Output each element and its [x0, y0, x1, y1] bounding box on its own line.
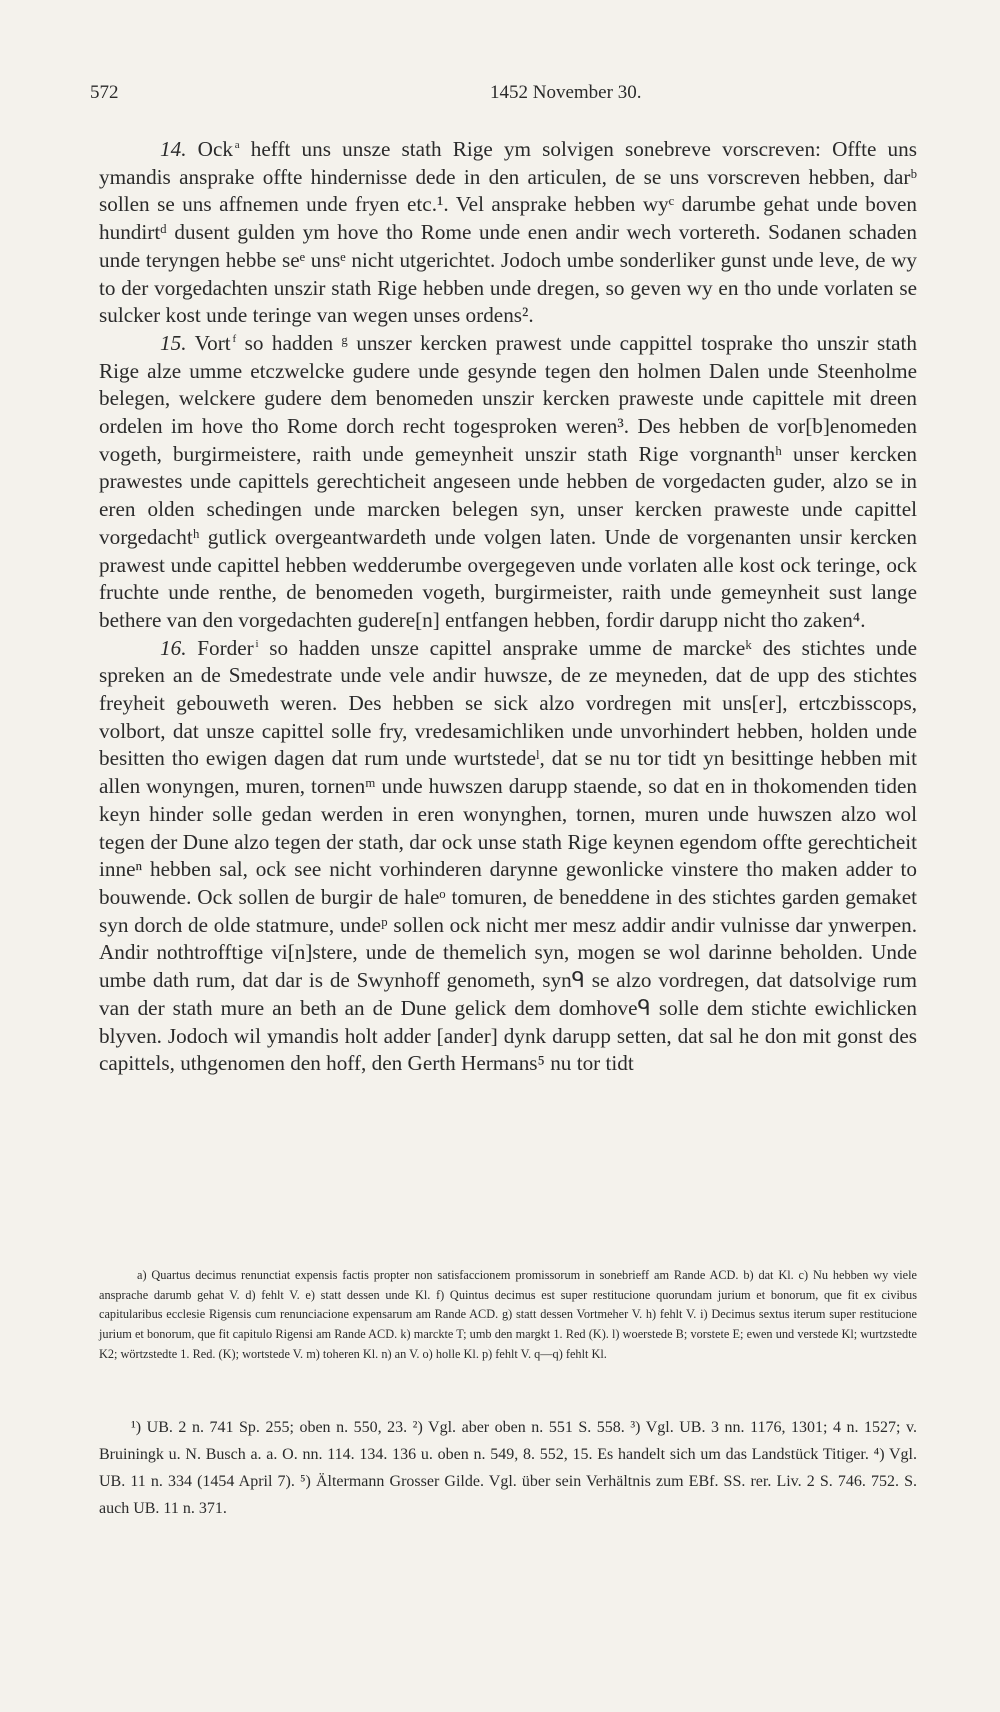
section-14 [99, 136, 917, 330]
section-text: so hadden unsze capittel ansprake umme de marckeᵏ des stichtes unde spreken an de Smedestrate unde vele andir huwsze, de ze meyneden, dat de upp des stichtes freyheit gebouweth weren. Des hebben se sick alzo vordregen mit uns[er], ertczbisscops, volbort, dat unsze capittel solle fry, vredesamichliken unde unvorhindert hebben, holden unde besitten tho ewigen dagen dat rum unde wurtstedeˡ, dat se nu tor tidt yn besittinge hebben mit allen wonyngen, muren, tornenᵐ unde huwszen darupp staende, so dat en in thokomenden tiden keyn hinder solle gedan werden in eren wonynghen, tornen, muren unde huwszen alzo wol tegen der Dune alzo tegen der stath, dar ock unse stath Rige keynen egendom offte gerechticheit inneⁿ hebben sal, ock see nicht vorhinderen darynne gewonlicke vinstere tho maken adder to bouwende. Ock sollen de burgir de haleᵒ tomuren, de beneddene in des stichtes garden gemaket syn dorch de olde statmure, undeᵖ sollen ock nicht mer mesz addir andir vulnisse dar ynwerpen. Andir nothtrofftige vi[n]stere, unde de themelich syn, mogen se wol darinne beholden. Unde umbe dath rum, dat dar is de Swynhoff genometh, synᑫ se alzo vordregen, dat datsolvige rum van der stath mure an beth an de Dune gelick dem domhoveᑫ solle dem stichte ewichlicken blyven. Jodoch wil ymandis holt adder [ander] dynk darupp setten, dat sal he don mit gonst des capittels, uthgenomen den hoff, den Gerth Hermans⁵ nu tor tidt [99, 635, 918, 1076]
section-lead: Ock [197, 137, 233, 161]
historical-notes-text: ¹) UB. 2 n. 741 Sp. 255; oben n. 550, 23. ²) Vgl. aber oben n. 551 S. 558. ³) Vgl. UB. 3 nn. 1176, 1301; 4 n. 1527; v. Bruiningk u. N. Busch a. a. O. nn. 114. 134. 136 u. oben n. 549, 8. 552, 15. Es handelt sich um das Landstück Titiger. ⁴) Vgl. UB. 11 n. 334 (1454 April 7). ⁵) Ältermann Grosser Gilde. Vgl. über sein Verhältnis zum EBf. SS. rer. Liv. 2 S. 746. 752. S. auch UB. 11 n. 371. [99, 1419, 917, 1517]
note-mark: a [234, 139, 240, 151]
section-16 [99, 635, 917, 1078]
page-number: 572 [90, 82, 119, 103]
critical-notes-text: a) Quartus decimus renunctiat expensis factis propter non satisfaccionem promissorum in sonebrieff am Rande ACD. b) dat Kl. c) Nu hebben wy viele ansprache darumb gehat V. d) fehlt V. e) statt dessen unde Kl. f) Quintus decimus est super restitucione quorundam jurium et bonorum, que fit ex civibus capitularibus ecclesie Rigensis cum renunciacione expensarum am Rande ACD. g) statt dessen Vortmeher V. h) fehlt V. i) Decimus sextus iterum super restitucione jurium et bonorum, que fit capitulo Rigensi am Rande ACD. k) marckte T; umb den margkt 1. Red (K). l) woerstede B; vorstete E; ewen und verstede Kl; wurtzstedte K2; wörtzstedte 1. Red. (K); wortstede V. m) toheren Kl. n) an V. o) holle Kl. p) fehlt V. q—q) fehlt Kl. [99, 1268, 917, 1361]
main-text [99, 136, 917, 1078]
section-15 [99, 330, 917, 635]
running-head: 1452 November 30. [490, 82, 642, 103]
section-number: 14. [160, 137, 187, 161]
page-header [90, 82, 910, 108]
section-text: so hadden ᵍ unszer kercken prawest unde cappittel tosprake tho unszir stath Rige alze umme etczwelcke gudere unde gesynde tegen den holmen Dalen unde Steenholme belegen, welckere gudere dem benomeden unszir kercken praweste unde capittele mit dreen ordelen im hove tho Rome dorch recht togesproken weren³. Des hebben de vor[b]enomeden vogeth, burgirmeistere, raith unde gemeynheit unszir stath Rige vorgnanthʰ unser kercken prawestes unde capittels gerechticheit angeseen unde hebben de vorgedacten guder, alzo se in eren olden schedingen unde marcken belegen syn, unser kercken praweste unde capittel vorgedachtʰ gutlick overgeantwardeth unde volgen laten. Unde de vorgenanten unsir kercken prawest unde capittel hebben wedderumbe overgegeven unde vorlaten alle kost ock teringe, ock fruchte unde renthe, de benomeden vogeth, burgirmeister, raith unde gemeynheit sust lange bethere van den vorgedachten gudere[n] entfangen hebben, fordir darupp nicht tho zaken⁴. [99, 330, 917, 632]
note-mark: f [232, 332, 237, 345]
critical-apparatus [99, 1266, 917, 1365]
section-text: hefft uns unsze stath Rige ym solvigen sonebreve vorscreven: Offte uns ymandis ansprake offte hindernisse dede in den articulen, de se uns vorscreven hebben, darᵇ sollen se uns affnemen unde fryen etc.¹. Vel ansprake hebben wyᶜ darumbe gehat unde boven hundirtᵈ dusent gulden ym hove tho Rome unde enen andir wech vortereth. Sodanen schaden unde teryngen hebbe seᵉ unsᵉ nicht utgerichtet. Jodoch umbe sonderliker gunst unde leve, de wy to der vorgedachten unszir stath Rige hebben unde dregen, so geven wy en tho unde vorlaten se sulcker kost unde teringe van wegen unses ordens². [99, 137, 917, 328]
section-number: 16. [160, 635, 187, 660]
section-lead: Vort [194, 330, 231, 355]
historical-notes [99, 1414, 917, 1522]
section-lead: Forder [197, 635, 254, 660]
section-number: 15. [160, 330, 187, 355]
note-mark: i [255, 637, 259, 650]
